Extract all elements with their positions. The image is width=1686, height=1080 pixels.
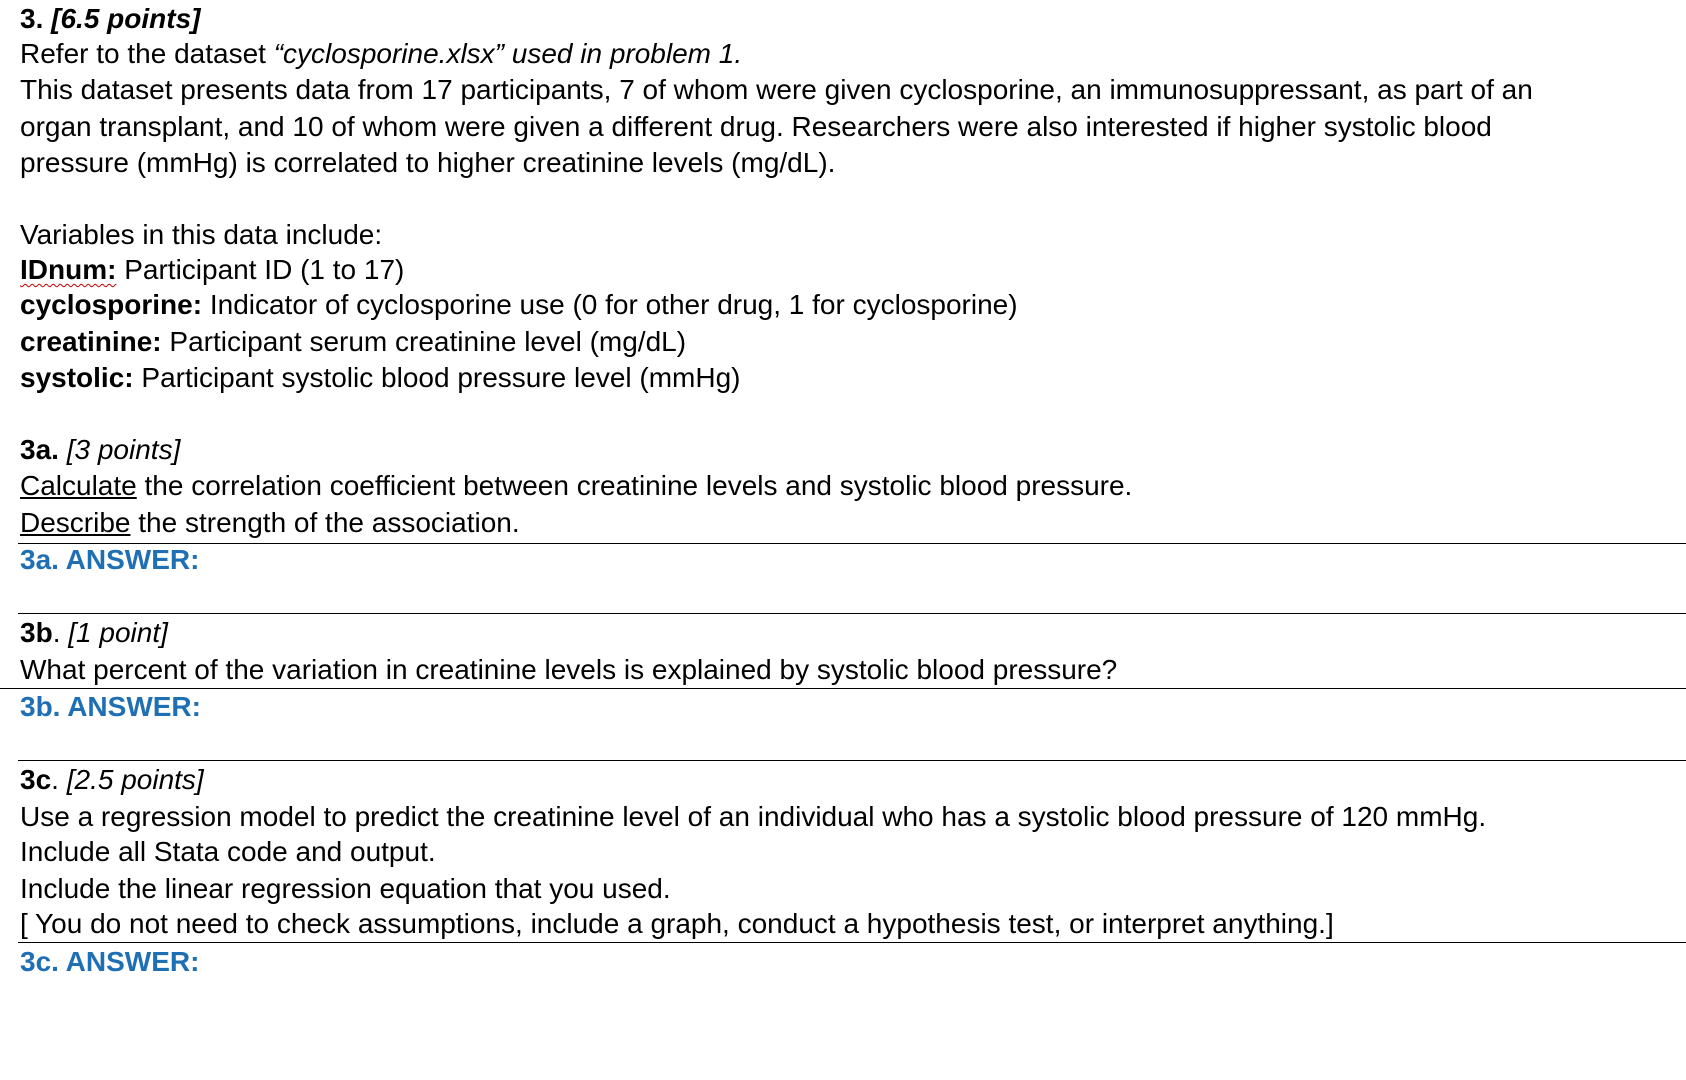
instruction-verb: Describe [20,507,131,538]
variable-cyclosporine [20,288,1018,322]
instruction-text: the correlation coefficient between creatinine levels and systolic blood pressure. [136,470,1133,501]
question-3a-line-2 [20,506,520,540]
question-3b-label: 3b [20,617,53,648]
question-3c-line-4: [ You do not need to check assumptions, include a graph, conduct a hypothesis test, or interpret anything.] [20,908,1334,939]
variable-name: cyclosporine: [20,289,203,320]
variable-description: Participant serum creatinine level (mg/dL) [161,326,687,357]
question-3-header [20,2,200,36]
answer-3b-label: 3b. ANSWER: [20,691,201,722]
question-3b-points: [1 point] [68,617,168,648]
question-3c-header [20,763,204,797]
variable-creatinine [20,325,686,359]
variables-heading: Variables in this data include: [20,219,383,250]
description-line-3: pressure (mmHg) is correlated to higher creatinine levels (mg/dL). [20,147,836,178]
description-line-1: This dataset presents data from 17 participants, 7 of whom were given cyclosporine, an immunosuppressant, as part of an [20,74,1533,105]
question-points: [6.5 points] [51,3,201,34]
answer-3a-label: 3a. ANSWER: [20,544,200,575]
question-3c-label: 3c [20,764,52,795]
variable-description: Participant ID (1 to 17) [116,254,405,285]
variable-name: creatinine: [20,326,162,357]
divider [18,543,1686,544]
question-3c-line-1: Use a regression model to predict the creatinine level of an individual who has a systolic blood pressure of 120 mmHg. [20,801,1487,832]
variable-name: systolic: [20,362,134,393]
question-3b-text: What percent of the variation in creatinine levels is explained by systolic blood pressure? [20,654,1118,685]
dataset-reference [20,37,742,71]
question-number: 3. [20,3,44,34]
divider [18,942,1686,943]
question-3c-line-3: Include the linear regression equation that you used. [20,873,671,904]
variable-idnum [20,253,404,287]
description-line-2: organ transplant, and 10 of whom were given a different drug. Researchers were also interested if higher systolic blood [20,111,1492,142]
divider [18,760,1686,761]
question-3a-label: 3a. [20,434,59,465]
dataset-filename: “cyclosporine.xlsx” used in problem 1. [273,38,743,69]
divider [0,688,1686,689]
divider [18,613,1686,614]
question-3b-dot: . [52,617,61,648]
answer-3c-label: 3c. ANSWER: [20,946,200,977]
variable-description: Indicator of cyclosporine use (0 for other drug, 1 for cyclosporine) [202,289,1018,320]
question-3c-points: [2.5 points] [66,764,204,795]
question-3c-line-2: Include all Stata code and output. [20,836,436,867]
question-3a-points: [3 points] [66,434,181,465]
variable-systolic [20,361,741,395]
question-3b-header [20,616,168,650]
instruction-verb: Calculate [20,470,137,501]
dataset-reference-prefix: Refer to the dataset [20,38,274,69]
question-3a-header [20,433,180,467]
question-3c-dot: . [51,764,59,795]
question-3a-line-1 [20,469,1132,503]
variable-description: Participant systolic blood pressure level (mmHg) [133,362,741,393]
instruction-text: the strength of the association. [130,507,520,538]
variable-name: IDnum: [20,254,117,285]
